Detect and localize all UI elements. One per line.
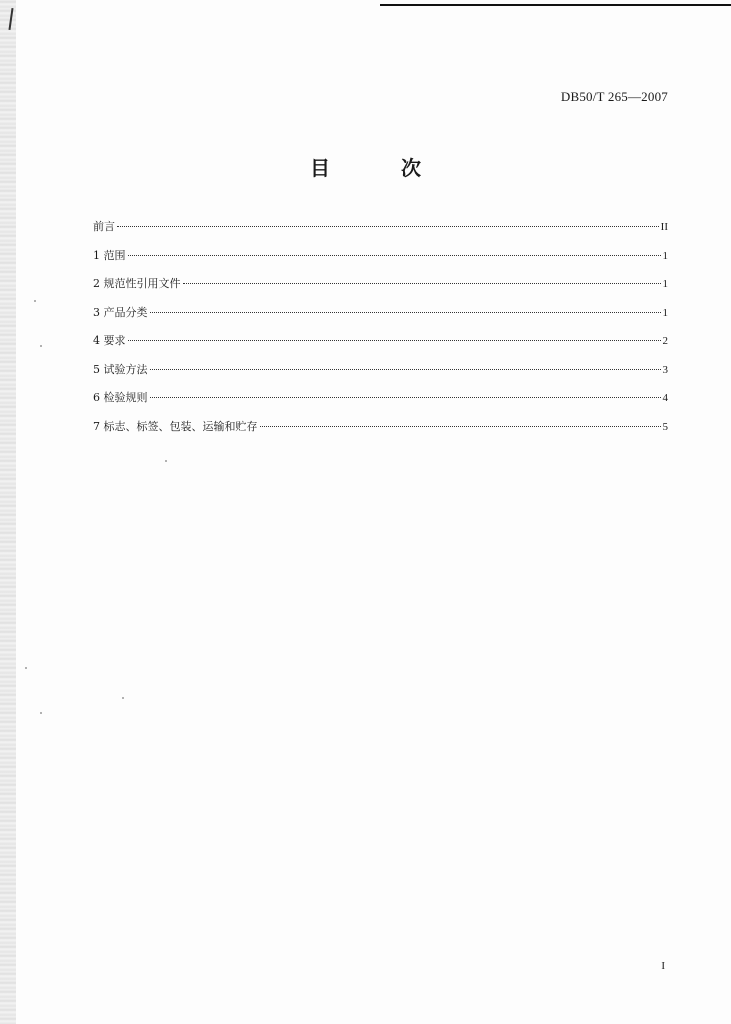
- toc-title: 目 次: [310, 156, 453, 180]
- toc-entry-test-methods[interactable]: [93, 361, 668, 390]
- toc-entry-label: 6 检验规则: [93, 391, 148, 404]
- speck: [40, 712, 42, 714]
- toc-entry-page: 1: [662, 278, 668, 290]
- toc-entry-label: 前言: [93, 220, 115, 233]
- toc-entry-foreword[interactable]: [93, 218, 668, 247]
- dot-leader: [150, 397, 661, 398]
- toc-entry-normative-references[interactable]: [93, 275, 668, 304]
- toc-entry-label: 2 规范性引用文件: [93, 277, 181, 290]
- dot-leader: [150, 312, 661, 313]
- toc-entry-page: 5: [662, 420, 668, 433]
- toc-entry-page: 4: [662, 392, 668, 404]
- toc-entry-product-classification[interactable]: [93, 304, 668, 333]
- toc-entry-marking-packaging[interactable]: [93, 418, 668, 447]
- speck: [40, 345, 42, 347]
- speck: [25, 667, 27, 669]
- toc-entry-label: 5 试验方法: [93, 362, 148, 376]
- dot-leader: [150, 369, 661, 370]
- top-rule: [380, 4, 731, 6]
- speck: [122, 697, 124, 699]
- dot-leader: [260, 426, 661, 427]
- speck: [165, 460, 167, 462]
- toc-entry-requirements[interactable]: [93, 332, 668, 361]
- toc-entry-label: 3 产品分类: [93, 305, 148, 319]
- toc-entry-scope[interactable]: [93, 247, 668, 276]
- toc-entry-label: 1 范围: [93, 248, 126, 262]
- toc-entry-page: 3: [662, 363, 668, 376]
- speck: [34, 300, 36, 302]
- dot-leader: [128, 340, 661, 341]
- dot-leader: [183, 283, 661, 284]
- page-number: I: [661, 960, 665, 972]
- document-code: DB50/T 265—2007: [560, 89, 668, 104]
- toc-entry-page: 1: [662, 249, 668, 262]
- table-of-contents: [93, 218, 668, 446]
- dot-leader: [117, 226, 659, 227]
- toc-entry-page: 2: [662, 335, 668, 347]
- toc-entry-inspection-rules[interactable]: [93, 389, 668, 418]
- toc-entry-page: 1: [662, 306, 668, 319]
- toc-entry-label: 4 要求: [93, 334, 126, 347]
- toc-entry-page: II: [660, 221, 668, 233]
- toc-entry-label: 7 标志、标签、包装、运输和贮存: [93, 419, 258, 433]
- dot-leader: [128, 255, 661, 256]
